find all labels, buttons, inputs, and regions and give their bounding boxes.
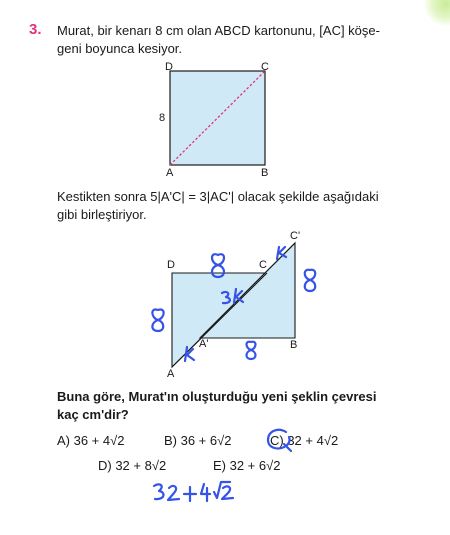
question-text-line-2: geni boyunca kesiyor.: [57, 41, 183, 56]
option-c[interactable]: C) 32 + 4√2: [270, 433, 339, 448]
option-d[interactable]: D) 32 + 8√2: [98, 458, 167, 473]
handwritten-answer-digit-3: [154, 484, 164, 499]
answer-circle-stroke: [268, 430, 291, 451]
handwritten-answer-digit-4: [201, 484, 210, 501]
handwritten-answer: [150, 478, 260, 514]
fig2-vertex-c-prime: C': [290, 230, 301, 242]
fig1-vertex-d: D: [165, 61, 173, 73]
fig2-vertex-c: C: [259, 259, 267, 271]
fig1-vertex-a: A: [166, 167, 174, 179]
figure-square-drawing: [150, 55, 290, 183]
option-e[interactable]: E) 32 + 6√2: [213, 458, 281, 473]
ask-text-line-1: Buna göre, Murat'ın oluşturduğu yeni şeklin çevresi: [57, 389, 377, 404]
fig2-vertex-a: A: [167, 368, 175, 380]
middle-text-line-1: Kestikten sonra 5|A'C| = 3|AC'| olacak şekilde aşağıdaki: [57, 189, 379, 204]
fig1-vertex-b: B: [261, 167, 269, 179]
page-corner-highlight: [424, 0, 450, 26]
handwritten-answer-sqrt: [214, 482, 230, 498]
handwritten-eight-bottom: [247, 342, 256, 359]
option-b[interactable]: B) 36 + 6√2: [164, 433, 232, 448]
fig2-vertex-b: B: [290, 339, 298, 351]
fig2-vertex-d: D: [167, 259, 175, 271]
question-number: 3.: [29, 21, 42, 38]
handwritten-eight-right: [305, 270, 316, 291]
handwritten-answer-digit-2: [168, 486, 179, 500]
figure-shifted-drawing: [130, 225, 330, 375]
option-a[interactable]: A) 36 + 4√2: [57, 433, 125, 448]
fig2-vertex-a-prime: A': [199, 338, 209, 350]
handwritten-eight-left: [152, 309, 163, 331]
ask-text-line-2: kaç cm'dir?: [57, 407, 129, 422]
figure-shifted: [130, 225, 330, 375]
handwritten-answer-plus: [184, 487, 196, 501]
handwritten-answer-circle: [264, 426, 298, 454]
handwritten-answer-digit-2b: [222, 486, 233, 499]
figure-square: [150, 55, 290, 183]
question-text-line-1: Murat, bir kenarı 8 cm olan ABCD kartonunu, [AC] köşe-: [57, 23, 380, 38]
middle-text-line-2: gibi birleştiriyor.: [57, 207, 147, 222]
fig1-side-length-label: 8: [159, 112, 166, 124]
fig1-vertex-c: C: [261, 61, 269, 73]
